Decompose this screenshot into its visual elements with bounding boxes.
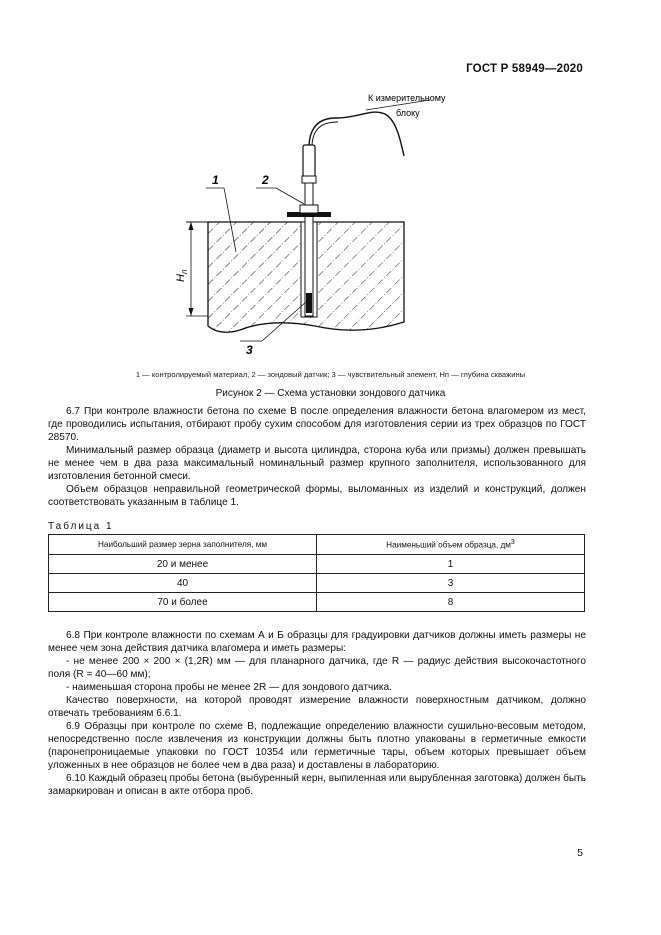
paragraph: Качество поверхности, на которой проводят измерение влажности поверхностным датчиком, должно отвечать требованиям 6.6.1. [48, 695, 586, 719]
paragraph: Объем образцов неправильной геометрической формы, выломанных из изделий и конструкций, должен соответствовать указанным в таблице 1. [48, 484, 586, 508]
paragraph: 6.10 Каждый образец пробы бетона (выбуренный керн, выпиленная или вырубленная заготовка) должен быть замаркирован и описан в акте отбора проб. [48, 773, 586, 797]
callout-3: 3 [246, 343, 253, 357]
figure-legend: 1 — контролируемый материал, 2 — зондовый датчик; 3 — чувствительный элемент, Hп — глубина скважины [135, 370, 526, 379]
table-cell: 8 [317, 593, 585, 612]
section-6-8-6-10 [48, 629, 586, 798]
paragraph: 6.7 При контроле влажности бетона по схеме В после определения влажности бетона влагомером из мест, где проводились испытания, отбирают пробу сухим способом для изготовления серии из трех образцов по ГОСТ 28570. [48, 406, 586, 443]
paragraph: 6.9 Образцы при контроле по схеме В, подлежащие определению влажности сушильно-весовым методом, непосредственно после извлечения из конструкции должны быть плотно упакованы в герметичные емкости (паронепроницаемые упаковки по ГОСТ 10354 или герметичные тары, объем которых превышает объем уложенных в нее образцов не более чем в два раза) и доставлены в лабораторию. [48, 721, 586, 771]
table-row [49, 555, 585, 574]
paragraph: - не менее 200 × 200 × (1,2R) мм — для планарного датчика, где R — радиус действия высокочастотного поля (R = 40—60 мм); [48, 656, 586, 680]
cable [309, 112, 404, 156]
section-6-7 [48, 405, 586, 509]
probe-handle [303, 145, 315, 180]
callout-2: 2 [262, 173, 269, 187]
paragraph: - наименьшая сторона пробы не менее 2R — для зондового датчика. [66, 682, 392, 693]
table-cell: 3 [317, 574, 585, 593]
col-header-grain-size: Наибольший размер зерна заполнителя, мм [49, 535, 317, 555]
table-label: Таблица 1 [48, 521, 114, 532]
table-cell: 1 [317, 555, 585, 574]
figure-title: Рисунок 2 — Схема установки зондового датчика [215, 388, 446, 399]
paragraph: Минимальный размер образца (диаметр и высота цилиндра, сторона куба или призмы) должен превышать не менее чем в два раза максимальный номинальный размер крупного заполнителя, использованного для изготовления бетонной смеси. [48, 445, 586, 482]
document-id: ГОСТ Р 58949—2020 [466, 63, 583, 75]
table-cell: 20 и менее [49, 555, 317, 574]
page-number: 5 [577, 847, 583, 859]
table-row [49, 593, 585, 612]
label-to-unit-line2: блоку [396, 108, 420, 118]
table-cell: 70 и более [49, 593, 317, 612]
paragraph: 6.8 При контроле влажности по схемам А и Б образцы для градуировки датчиков должны иметь размеры не менее чем зона действия датчика влагомера и иметь размеры: [48, 630, 586, 654]
depth-label: $H_п$ [175, 269, 189, 282]
probe-installation-figure [0, 0, 661, 360]
sensitive-element [306, 293, 312, 313]
callout-1: 1 [212, 173, 219, 187]
table-row [49, 574, 585, 593]
table-cell: 40 [49, 574, 317, 593]
label-to-unit-line1: К измерительному [368, 93, 446, 103]
table-header-row [49, 535, 585, 555]
col-header-min-volume: Наименьший объем образца, $дм^3$ [317, 535, 585, 555]
table-1 [48, 534, 585, 612]
